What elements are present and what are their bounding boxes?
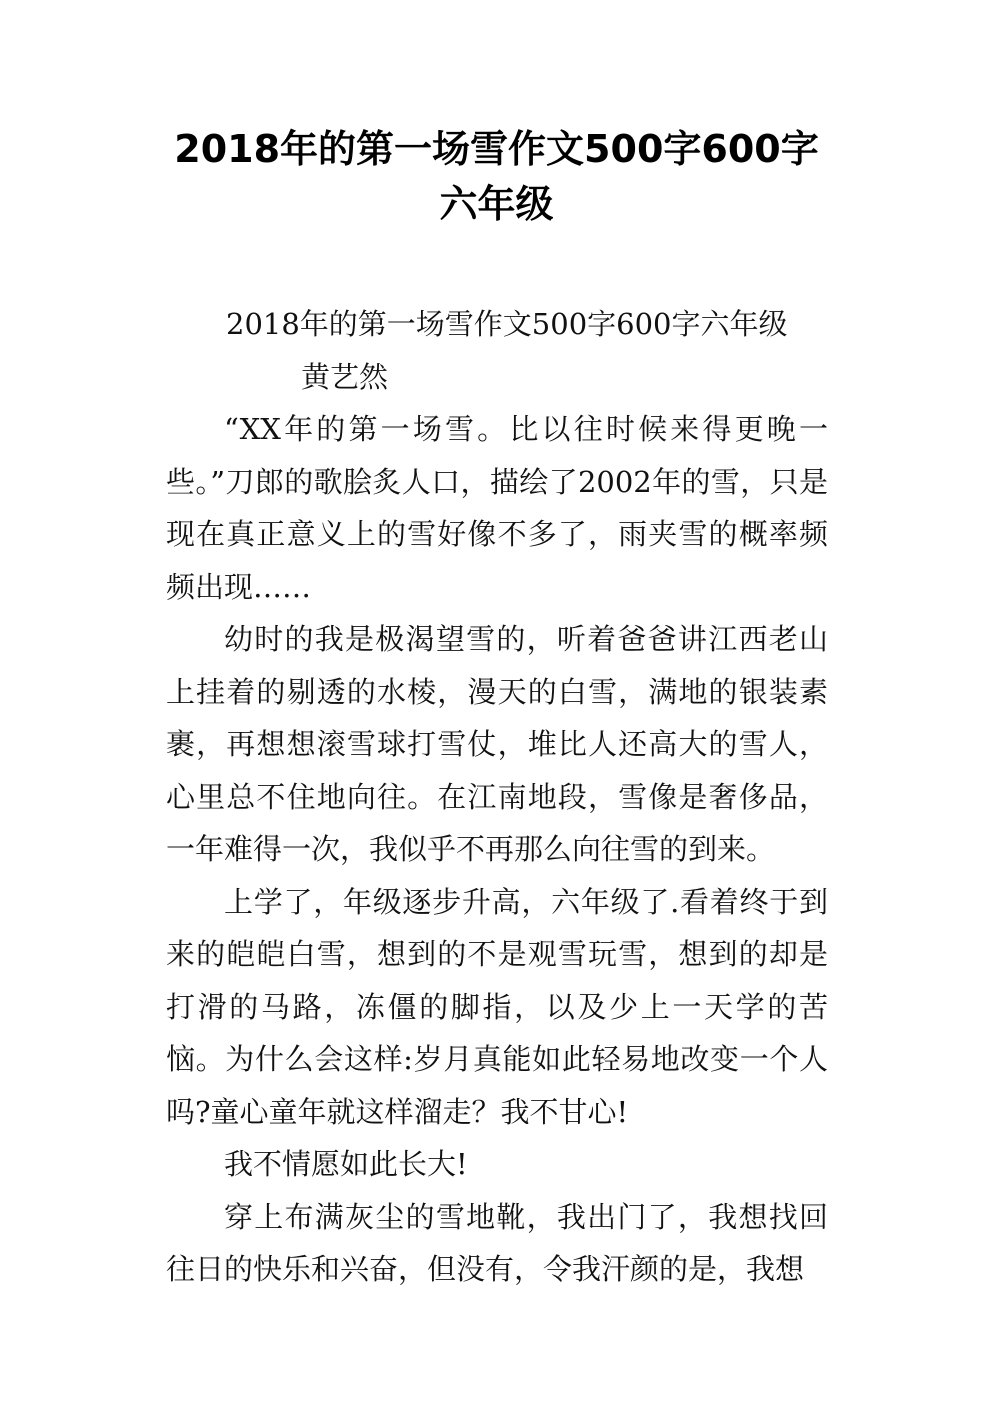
paragraph-1: “XX年的第一场雪。比以往时候来得更晚一些。”刀郎的歌脍炙人口，描绘了2002年的雪，只是现在真正意义上的雪好像不多了，雨夹雪的概率频频出现…… xyxy=(166,412,828,604)
paragraph-2: 幼时的我是极渴望雪的，听着爸爸讲江西老山上挂着的剔透的水棱，漫天的白雪，满地的银装素裹，再想想滚雪球打雪仗，堆比人还高大的雪人，心里总不住地向往。在江南地段，雪像是奢侈品，一年难得一次，我似乎不再那么向往雪的到来。 xyxy=(166,622,828,866)
document-body xyxy=(166,298,828,1296)
article-subtitle: 2018年的第一场雪作文500字600字六年级 xyxy=(226,307,788,341)
paragraph-4: 我不情愿如此长大! xyxy=(224,1147,468,1181)
paragraph-3: 上学了，年级逐步升高，六年级了.看着终于到来的皑皑白雪，想到的不是观雪玩雪，想到的却是打滑的马路，冻僵的脚指，以及少上一天学的苦恼。为什么会这样:岁月真能如此轻易地改变一个人吗?童心童年就这样溜走？我不甘心! xyxy=(166,884,828,1129)
title-line-2: 六年级 xyxy=(439,182,554,226)
article-author: 黄艺然 xyxy=(301,359,389,394)
document-title xyxy=(0,122,993,232)
title-line-1: 2018年的第一场雪作文500字600字 xyxy=(174,127,819,171)
paragraph-5: 穿上布满灰尘的雪地靴，我出门了，我想找回往日的快乐和兴奋，但没有，令我汗颜的是，我想 xyxy=(166,1199,828,1286)
